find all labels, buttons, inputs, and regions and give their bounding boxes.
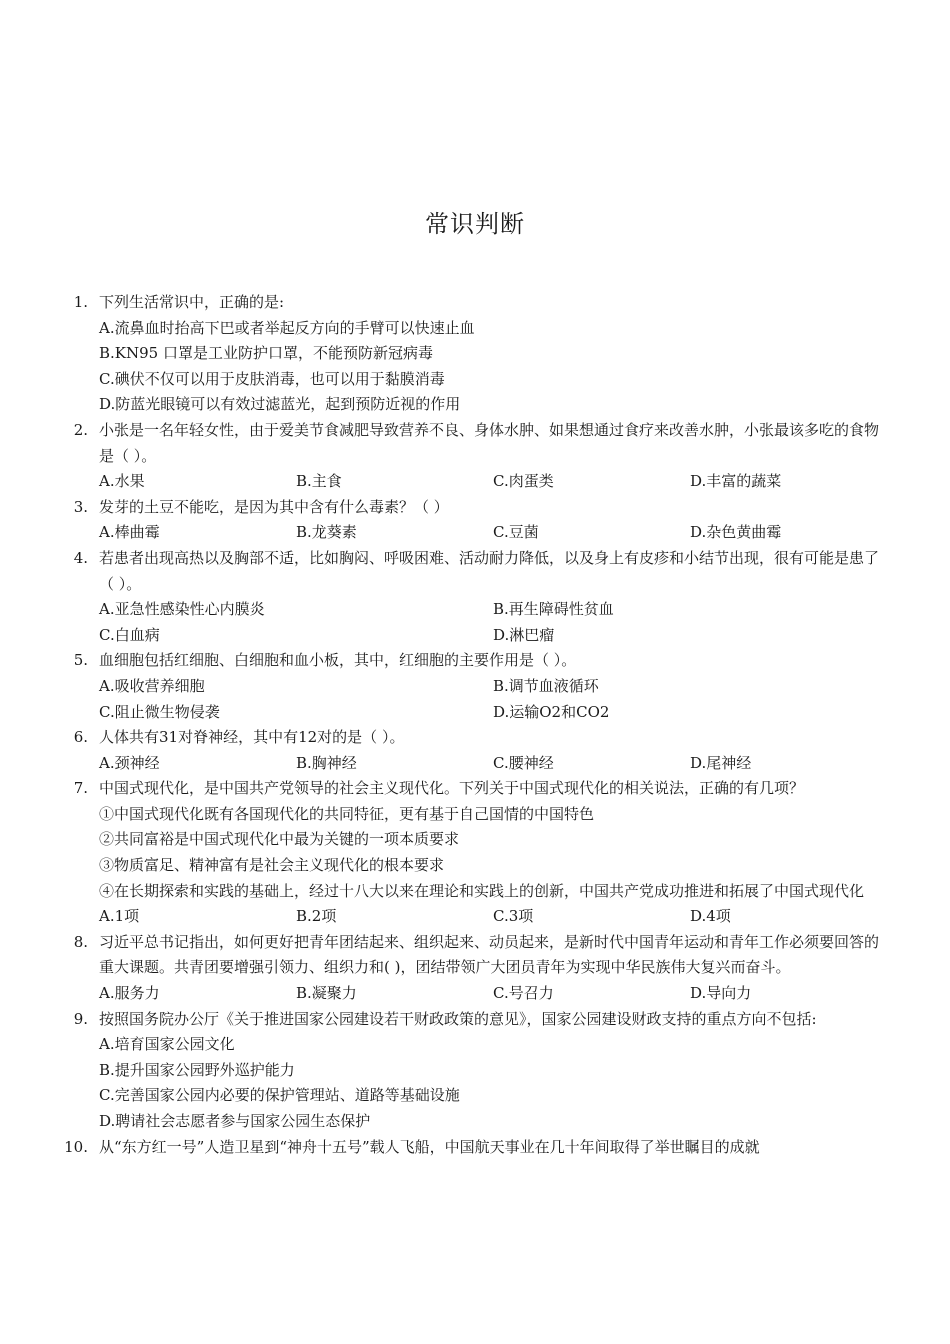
question-6 (0, 725, 950, 776)
option-a: A.亚急性感染性心内膜炎 (99, 600, 265, 619)
question-list (0, 290, 950, 1160)
question-number: 4. (73, 548, 88, 567)
option-a: A.1项 (99, 907, 140, 926)
statement-1: ①中国式现代化既有各国现代化的共同特征，更有基于自己国情的中国特色 (99, 804, 595, 823)
question-stem: 发芽的土豆不能吃，是因为其中含有什么毒素？（ ） (99, 497, 449, 516)
question-stem: 中国式现代化，是中国共产党领导的社会主义现代化。下列关于中国式现代化的相关说法，正确的有几项？ (99, 779, 805, 798)
question-2 (0, 418, 950, 495)
option-c: C.完善国家公园内必要的保护管理站、道路等基础设施 (99, 1086, 460, 1105)
option-a: A.棒曲霉 (99, 523, 160, 542)
option-a: A.颈神经 (99, 753, 160, 772)
option-row (99, 469, 950, 495)
option-c: C.腰神经 (493, 753, 554, 772)
option-d: D.丰富的蔬菜 (690, 472, 782, 491)
question-stem: 若患者出现高热以及胸部不适，比如胸闷、呼吸困难、活动耐力降低，以及身上有皮疹和小结节出现，很有可能是患了（ ）。 (99, 548, 880, 593)
option-c: C.豆菌 (493, 523, 539, 542)
option-row (99, 700, 950, 726)
option-d: D.杂色黄曲霉 (690, 523, 782, 542)
option-c: C.肉蛋类 (493, 472, 554, 491)
option-b: B.再生障碍性贫血 (493, 600, 614, 619)
question-stem: 小张是一名年轻女性，由于爱美节食减肥导致营养不良、身体水肿、如果想通过食疗来改善水肿，小张最该多吃的食物是（ ）。 (99, 420, 880, 465)
question-8 (0, 930, 950, 1007)
option-row (99, 981, 950, 1007)
option-a: A.培育国家公园文化 (99, 1035, 235, 1054)
option-a: A.水果 (99, 472, 145, 491)
option-c: C.白血病 (99, 625, 160, 644)
page-title: 常识判断 (425, 210, 525, 238)
question-stem: 血细胞包括红细胞、白细胞和血小板，其中，红细胞的主要作用是（ ）。 (99, 651, 577, 670)
option-b: B.凝聚力 (296, 984, 357, 1003)
statement-3: ③物质富足、精神富有是社会主义现代化的根本要求 (99, 856, 445, 875)
question-stem: 人体共有31对脊神经，其中有12对的是（ ）。 (99, 728, 405, 747)
option-a: A.流鼻血时抬高下巴或者举起反方向的手臂可以快速止血 (99, 318, 475, 337)
question-stem: 按照国务院办公厅《关于推进国家公园建设若干财政政策的意见》，国家公园建设财政支持的重点方向不包括: (99, 1009, 817, 1028)
statement-4: ④在长期探索和实践的基础上，经过十八大以来在理论和实践上的创新，中国共产党成功推进和拓展了中国式现代化 (99, 881, 865, 900)
question-number: 6. (73, 728, 88, 747)
option-d: D.运输O2和CO2 (493, 702, 610, 721)
option-d: D.淋巴瘤 (493, 625, 555, 644)
question-number: 8. (73, 932, 88, 951)
option-d: D.防蓝光眼镜可以有效过滤蓝光，起到预防近视的作用 (99, 395, 461, 414)
question-7 (0, 776, 950, 930)
question-stem: 习近平总书记指出，如何更好把青年团结起来、组织起来、动员起来，是新时代中国青年运动和青年工作必须要回答的重大课题。共青团要增强引领力、组织力和( )，团结带领广大团员青年为实现中华民族伟大复兴而奋斗。 (99, 932, 880, 977)
option-row (99, 751, 950, 777)
option-d: D.导向力 (690, 984, 752, 1003)
question-1 (0, 290, 950, 418)
option-d: D.聘请社会志愿者参与国家公园生态保护 (99, 1112, 371, 1130)
question-9 (0, 1007, 950, 1135)
option-b: B.KN95 口罩是工业防护口罩，不能预防新冠病毒 (99, 344, 433, 363)
option-row (99, 597, 950, 623)
option-row (99, 904, 950, 930)
option-b: B.龙葵素 (296, 523, 357, 542)
option-b: B.提升国家公园野外巡护能力 (99, 1060, 295, 1079)
question-number: 10. (64, 1137, 88, 1156)
option-d: D.尾神经 (690, 753, 752, 772)
option-c: C.号召力 (493, 984, 554, 1003)
question-stem: 下列生活常识中，正确的是: (99, 293, 285, 311)
question-number: 5. (73, 651, 88, 670)
question-stem: 从“东方红一号”人造卫星到“神舟十五号”载人飞船，中国航天事业在几十年间取得了举世瞩目的成就 (99, 1137, 760, 1156)
option-row (99, 623, 950, 649)
option-row (99, 674, 950, 700)
option-c: C.3项 (493, 907, 534, 926)
option-a: A.吸收营养细胞 (99, 676, 205, 695)
option-b: B.胸神经 (296, 753, 357, 772)
question-number: 9. (73, 1009, 88, 1028)
question-5 (0, 648, 950, 725)
question-number: 1. (73, 293, 88, 311)
question-number: 3. (73, 497, 88, 516)
question-4 (0, 546, 950, 648)
statement-2: ②共同富裕是中国式现代化中最为关键的一项本质要求 (99, 830, 460, 849)
question-number: 2. (73, 420, 88, 439)
question-10 (0, 1135, 950, 1161)
option-c: C.阻止微生物侵袭 (99, 702, 220, 721)
option-b: B.调节血液循环 (493, 676, 599, 695)
option-b: B.主食 (296, 472, 342, 491)
option-a: A.服务力 (99, 984, 160, 1003)
option-row (99, 520, 950, 546)
question-number: 7. (73, 779, 88, 798)
question-3 (0, 495, 950, 546)
option-d: D.4项 (690, 907, 731, 926)
option-c: C.碘伏不仅可以用于皮肤消毒，也可以用于黏膜消毒 (99, 369, 445, 388)
option-b: B.2项 (296, 907, 337, 926)
